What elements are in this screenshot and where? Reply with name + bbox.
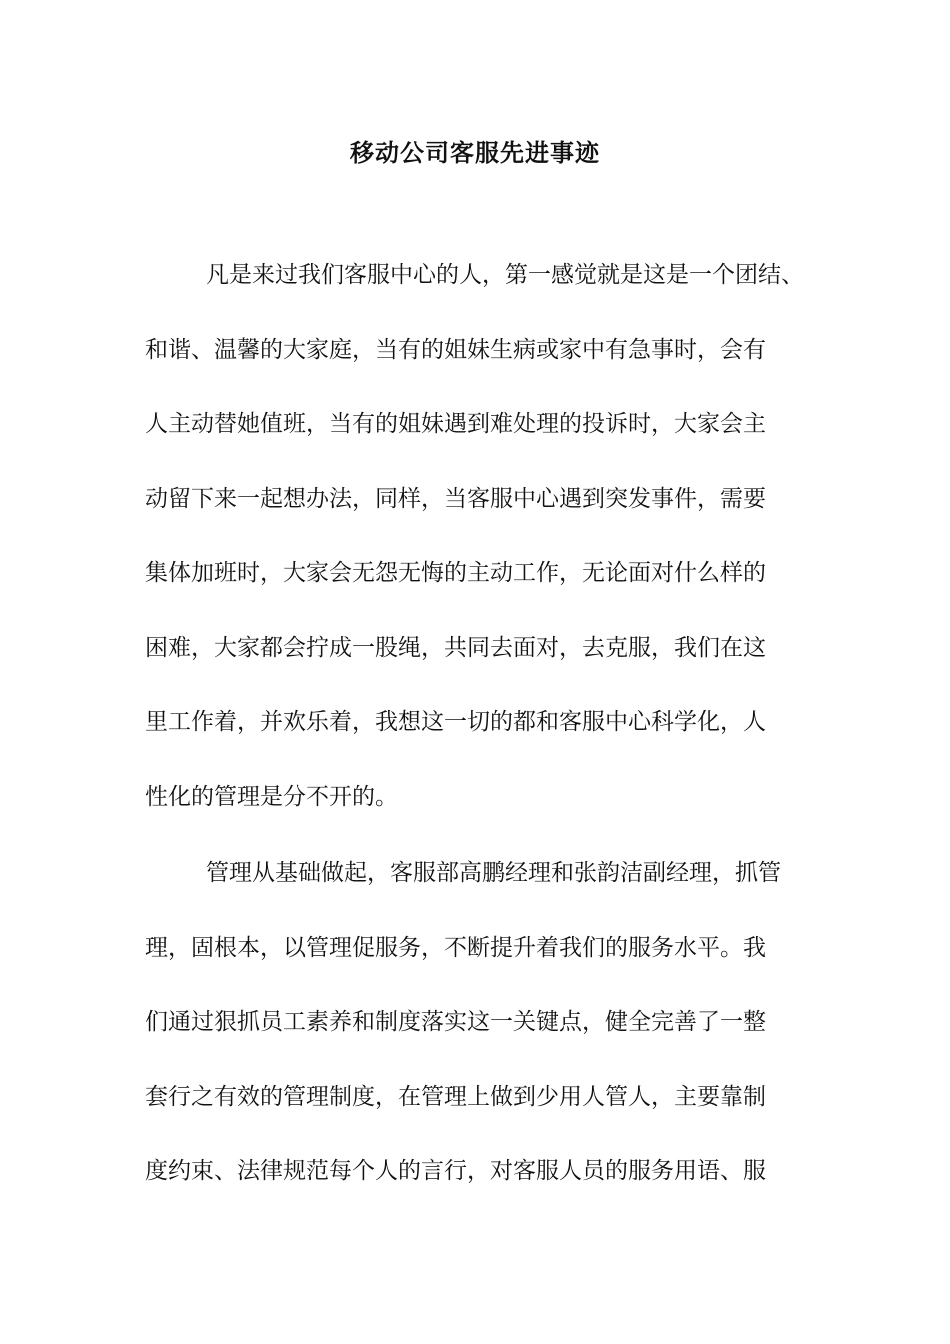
- paragraph-line: 套行之有效的管理制度，在管理上做到少用人管人，主要靠制: [145, 1083, 766, 1110]
- paragraph-2: [145, 836, 815, 1209]
- paragraph-line: 动留下来一起想办法，同样，当客服中心遇到突发事件，需要: [145, 485, 766, 512]
- paragraph-1: [145, 238, 815, 834]
- paragraph-line: 管理从基础做起，客服部高鹏经理和张韵洁副经理，抓管: [206, 860, 781, 886]
- paragraph-line: 们通过狠抓员工素养和制度落实这一关键点，健全完善了一整: [145, 1009, 766, 1035]
- paragraph-line: 凡是来过我们客服中心的人，第一感觉就是这是一个团结、: [206, 262, 804, 288]
- paragraph-line: 和谐、温馨的大家庭，当有的姐妹生病或家中有急事时，会有: [145, 336, 766, 363]
- document-title: 移动公司客服先进事迹: [350, 138, 600, 167]
- paragraph-line: 困难，大家都会拧成一股绳，共同去面对，去克服，我们在这: [145, 634, 766, 661]
- paragraph-line: 人主动替她值班，当有的姐妹遇到难处理的投诉时，大家会主: [145, 411, 766, 437]
- paragraph-line: 度约束、法律规范每个人的言行，对客服人员的服务用语、服: [145, 1158, 766, 1184]
- paragraph-line: 性化的管理是分不开的。: [145, 783, 398, 810]
- paragraph-line: 理，固根本，以管理促服务，不断提升着我们的服务水平。我: [145, 934, 766, 961]
- paragraph-line: 集体加班时，大家会无怨无悔的主动工作，无论面对什么样的: [145, 560, 766, 586]
- paragraph-line: 里工作着，并欢乐着，我想这一切的都和客服中心科学化，人: [145, 709, 766, 735]
